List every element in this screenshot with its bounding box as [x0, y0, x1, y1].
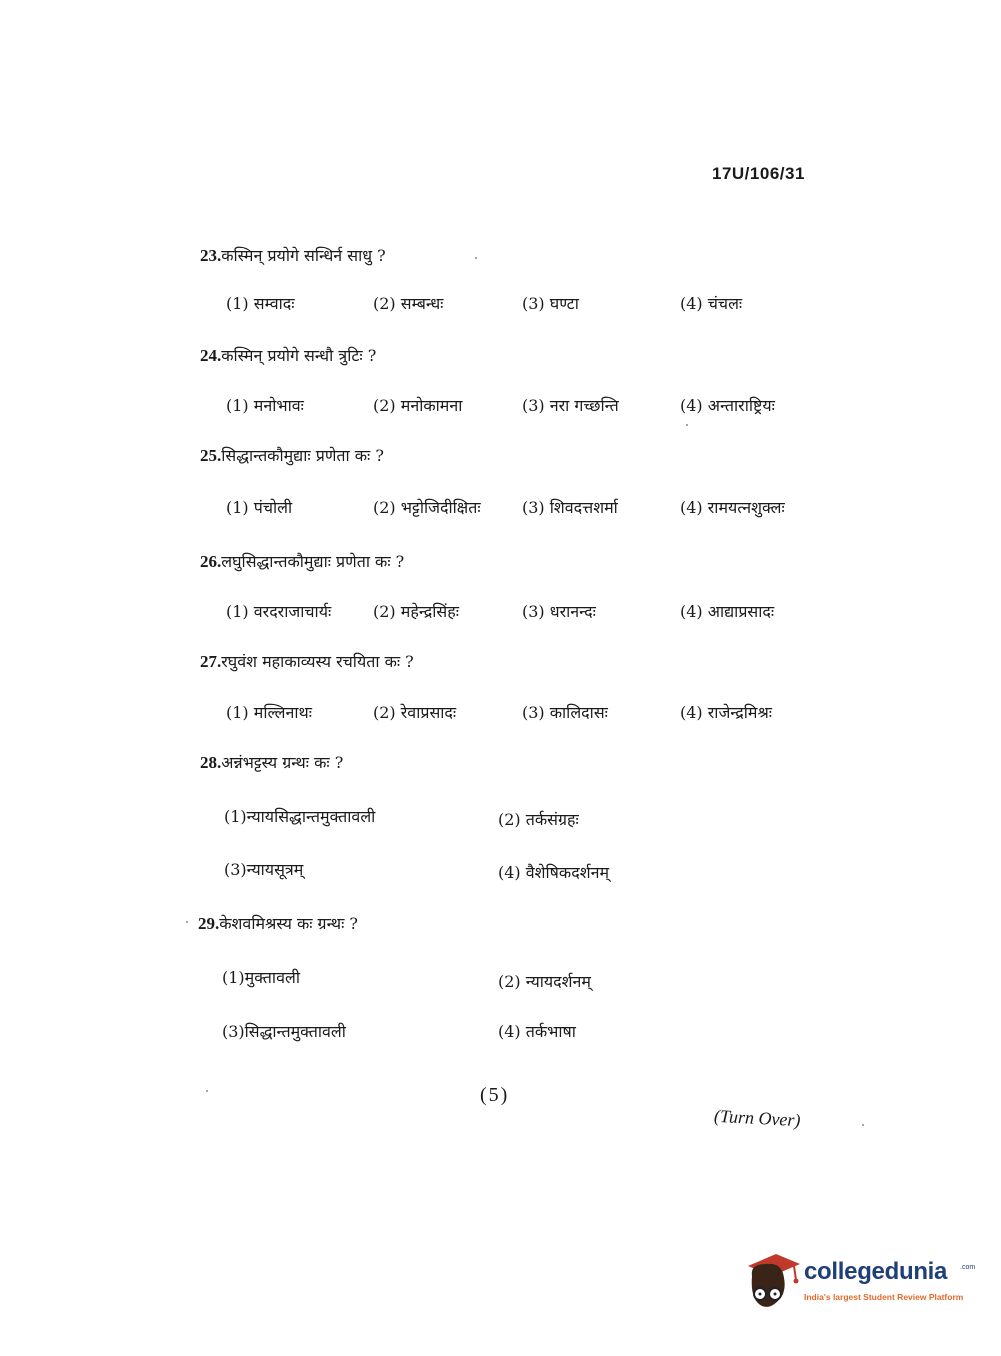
brand-domain: .com [960, 1264, 976, 1271]
q28-option-4: (4) वैशेषिकदर्शनम् [498, 863, 610, 882]
q26-option-4: (4) आद्याप्रसादः [680, 602, 775, 621]
question-29: 29.केशवमिश्रस्य कः ग्रन्थः ? [198, 914, 358, 933]
scan-speck [206, 1090, 208, 1092]
q24-option-1: (1) मनोभावः [226, 396, 304, 415]
question-27: 27.रघुवंश महाकाव्यस्य रचयिता कः ? [200, 652, 414, 671]
q26-option-3: (3) धरानन्दः [522, 602, 596, 621]
q25-option-1: (1) पंचोली [226, 498, 293, 517]
brand-name: collegedunia [804, 1258, 948, 1285]
q27-option-3: (3) कालिदासः [522, 703, 608, 722]
question-26: 26.लघुसिद्धान्तकौमुद्याः प्रणेता कः ? [200, 552, 405, 571]
q25-option-4: (4) रामयत्नशुक्लः [680, 498, 785, 517]
page-number: (5) [480, 1084, 510, 1106]
q24-option-2: (2) मनोकामना [373, 396, 463, 415]
brand-tagline: India's largest Student Review Platform [804, 1292, 964, 1302]
q25-option-3: (3) शिवदत्तशर्मा [522, 498, 618, 517]
q26-option-2: (2) महेन्द्रसिंहः [373, 602, 459, 621]
q23-option-3: (3) घण्टा [522, 294, 579, 313]
paper-code: 17U/106/31 [712, 164, 805, 183]
question-28: 28.अन्नंभट्टस्य ग्रन्थः कः ? [200, 753, 344, 772]
q24-option-4: (4) अन्ताराष्ट्रियः [680, 396, 775, 415]
q27-option-1: (1) मल्लिनाथः [226, 703, 313, 722]
q23-option-2: (2) सम्बन्धः [373, 294, 444, 313]
turn-over-note: (Turn Over) [713, 1105, 801, 1131]
q28-option-2: (2) तर्कसंग्रहः [498, 810, 579, 829]
q26-option-1: (1) वरदराजाचार्यः [226, 602, 332, 621]
collegedunia-logo [742, 1250, 976, 1316]
scan-speck [186, 921, 188, 923]
question-23: 23.कस्मिन् प्रयोगे सन्धिर्न साधु ? [200, 246, 386, 265]
q28-option-1: (1)न्यायसिद्धान्तमुक्तावली [224, 807, 376, 826]
q24-option-3: (3) नरा गच्छन्ति [522, 396, 619, 415]
scan-speck [862, 1124, 864, 1126]
q23-option-4: (4) चंचलः [680, 294, 743, 313]
question-24: 24.कस्मिन् प्रयोगे सन्धौ त्रुटिः ? [200, 346, 377, 365]
scan-speck [475, 257, 477, 259]
q25-option-2: (2) भट्टोजिदीक्षितः [373, 498, 481, 517]
q27-option-2: (2) रेवाप्रसादः [373, 703, 457, 722]
q27-option-4: (4) राजेन्द्रमिश्रः [680, 703, 773, 722]
question-25: 25.सिद्धान्तकौमुद्याः प्रणेता कः ? [200, 446, 384, 465]
q29-option-1: (1)मुक्तावली [222, 968, 300, 987]
scan-speck [686, 424, 688, 426]
q23-option-1: (1) सम्वादः [226, 294, 295, 313]
q29-option-2: (2) न्यायदर्शनम् [498, 972, 591, 991]
q29-option-3: (3)सिद्धान्तमुक्तावली [222, 1022, 346, 1041]
q29-option-4: (4) तर्कभाषा [498, 1022, 576, 1041]
mascot-icon [742, 1250, 802, 1316]
q28-option-3: (3)न्यायसूत्रम् [224, 860, 304, 879]
